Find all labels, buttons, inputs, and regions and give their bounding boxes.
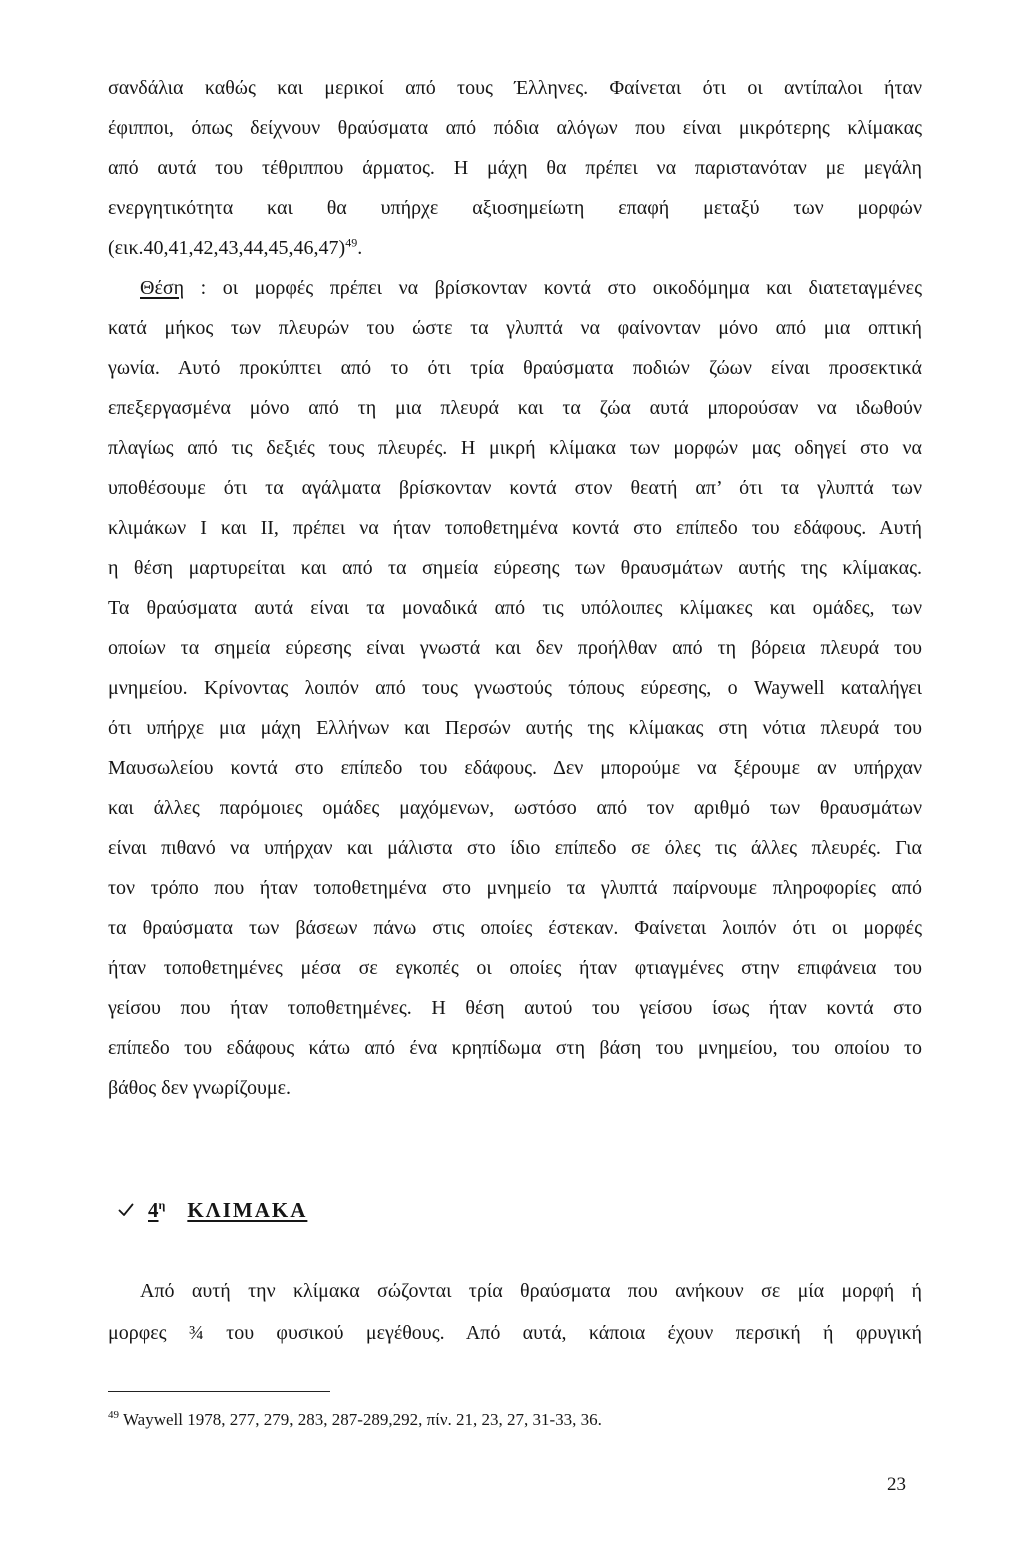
text-line: υποθέσουμε ότι τα αγάλματα βρίσκονταν κοντά στον θεατή απ’ ότι τα γλυπτά των — [108, 477, 922, 499]
section-ordinal-suffix: η — [158, 1198, 166, 1212]
section-title: ΚΛΙΜΑΚΑ — [187, 1198, 308, 1222]
text-line: η θέση μαρτυρείται και από τα σημεία εύρεσης των θραυσμάτων αυτής της κλίμακας. — [108, 557, 922, 579]
text-line: και άλλες παρόμοιες ομάδες μαχόμενων, ωστόσο από τον αριθμό των θραυσμάτων — [108, 797, 922, 819]
text-line: μνημείου. Κρίνοντας λοιπόν από τους γνωστούς τόπους εύρεσης, ο Waywell καταλήγει — [108, 677, 922, 699]
section-text — [108, 1270, 922, 1354]
text-line: Μαυσωλείου κοντά στο επίπεδο του εδάφους. Δεν μπορούμε να ξέρουμε αν υπήρχαν — [108, 757, 922, 779]
footnote-separator — [108, 1391, 330, 1392]
text-line: επεξεργασμένα μόνο από τη μια πλευρά και τα ζώα αυτά μπορούσαν να ιδωθούν — [108, 397, 922, 419]
text-line: μορφες ¾ του φυσικού μεγέθους. Από αυτά, κάποια έχουν περσική ή φρυγική — [108, 1322, 922, 1344]
text-line: γωνία. Αυτό προκύπτει από το ότι τρία θραύσματα ποδιών ζώων είναι προσεκτικά — [108, 357, 922, 379]
text-line-position-intro — [108, 268, 922, 308]
text-line: ενεργητικότητα και θα υπήρχε αξιοσημείωτη επαφή μεταξύ των μορφών — [108, 197, 922, 219]
text-line: τα θραύσματα των βάσεων πάνω στις οποίες έστεκαν. Φαίνεται λοιπόν ότι οι μορφές — [108, 917, 922, 939]
footnote-reference-mark: 49 — [345, 235, 358, 250]
footnote — [108, 1406, 922, 1434]
text-line: επίπεδο του εδάφους κάτω από ένα κρηπίδωμα στη βάση του μνημείου, του οποίου το — [108, 1037, 922, 1059]
checkmark-icon — [118, 1202, 134, 1218]
text-line: κλιμάκων I και II, πρέπει να ήταν τοποθετημένα κοντά στο επίπεδο του εδάφους. Αυτή — [108, 517, 922, 539]
text-line: ότι υπήρχε μια μάχη Ελλήνων και Περσών αυτής της κλίμακας στη νότια πλευρά του — [108, 717, 922, 739]
text-line: είναι πιθανό να υπήρχαν και μάλιστα στο ίδιο επίπεδο σε όλες τις άλλες πλευρές. Για — [108, 837, 922, 859]
footnote-text: Waywell 1978, 277, 279, 283, 287-289,292, πίν. 21, 23, 27, 31-33, 36. — [123, 1410, 602, 1429]
text-line: Από αυτή την κλίμακα σώζονται τρία θραύσματα που ανήκουν σε μία μορφή ή — [140, 1280, 922, 1302]
text-line: κατά μήκος των πλευρών του ώστε τα γλυπτά να φαίνονταν μόνο από μια οπτική — [108, 317, 922, 339]
position-label: Θέση — [140, 277, 185, 299]
text-line: βάθος δεν γνωρίζουμε. — [108, 1077, 291, 1099]
footnote-mark: 49 — [108, 1409, 119, 1422]
sentence-end: . — [357, 237, 363, 259]
page-number: 23 — [887, 1474, 906, 1495]
position-intro-text: : οι μορφές πρέπει να βρίσκονταν κοντά στο οικοδόμημα και διατεταγμένες — [184, 277, 922, 299]
text-line: οποίων τα σημεία εύρεσης είναι γνωστά και δεν προήλθαν από τη βόρεια πλευρά του — [108, 637, 922, 659]
text-line: από αυτά του τέθριππου άρματος. Η μάχη θα πρέπει να παριστανόταν με μεγάλη — [108, 157, 922, 179]
text-line: πλαγίως από τις δεξιές τους πλευρές. Η μικρή κλίμακα των μορφών μας οδηγεί στο να — [108, 437, 922, 459]
section-number: 4 — [148, 1198, 159, 1222]
text-line: έφιπποι, όπως δείχνουν θραύσματα από πόδια αλόγων που είναι μικρότερης κλίμακας — [108, 117, 922, 139]
section-heading — [118, 1190, 307, 1230]
text-line-figure-reference — [108, 228, 922, 268]
text-line: σανδάλια καθώς και μερικοί από τους Έλληνες. Φαίνεται ότι οι αντίπαλοι ήταν — [108, 77, 922, 99]
text-line: Τα θραύσματα αυτά είναι τα μοναδικά από τις υπόλοιπες κλίμακες και ομάδες, των — [108, 597, 922, 619]
text-line: ήταν τοποθετημένες μέσα σε εγκοπές οι οποίες ήταν φτιαγμένες στην επιφάνεια του — [108, 957, 922, 979]
figure-reference: (εικ.40,41,42,43,44,45,46,47) — [108, 237, 346, 259]
text-line: τον τρόπο που ήταν τοποθετημένα στο μνημείο τα γλυπτά παίρνουμε πληροφορίες από — [108, 877, 922, 899]
body-text — [108, 68, 922, 1108]
text-line: γείσου που ήταν τοποθετημένες. Η θέση αυτού του γείσου ίσως ήταν κοντά στο — [108, 997, 922, 1019]
